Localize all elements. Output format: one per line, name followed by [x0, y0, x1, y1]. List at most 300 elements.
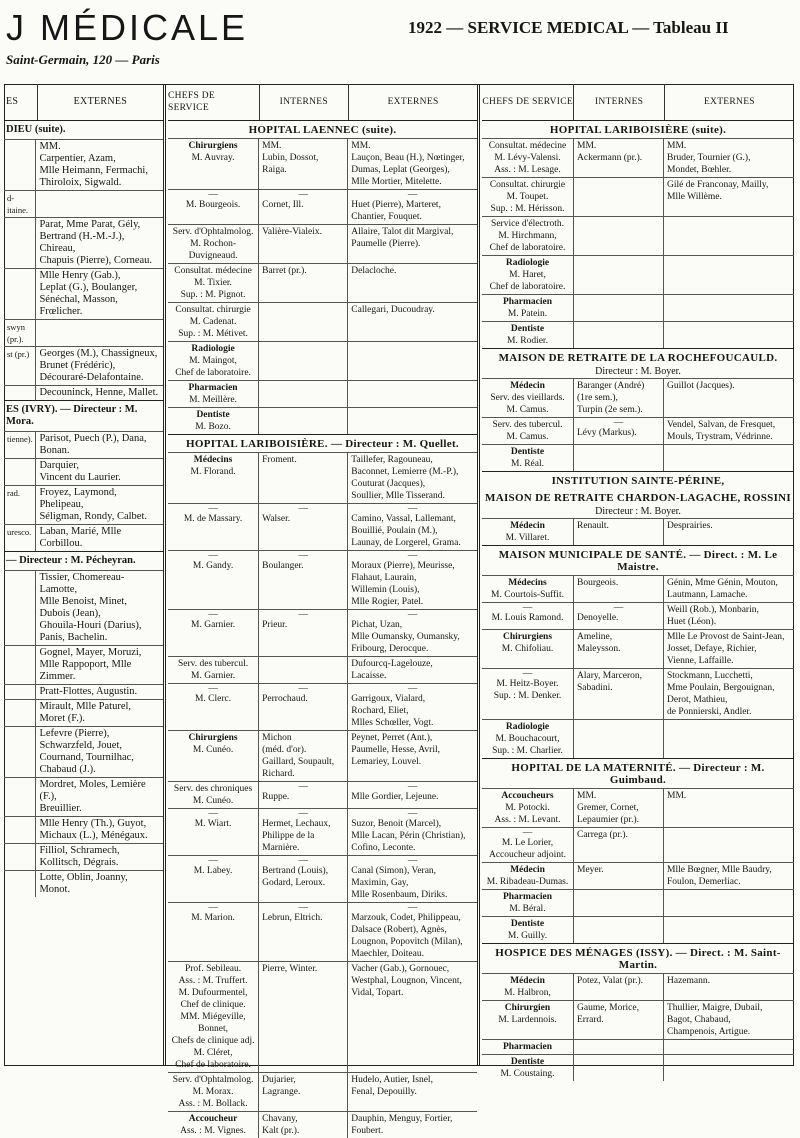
cell-line: Mondet, Bœhler.: [667, 165, 732, 175]
cell-line: Callegari, Ducoudray.: [351, 305, 435, 315]
interne-cell: [259, 190, 348, 224]
externe-cell: [348, 408, 477, 434]
cell-line: M. Rochon-: [190, 239, 237, 249]
cell-line: Ass. : M. Vignes.: [180, 1126, 246, 1136]
cell-line: Duvigneaud.: [188, 251, 238, 261]
cell-line: M. Hirchmann,: [498, 231, 557, 241]
cell-line: Laban, Marié, Mlle Corbillou.: [39, 526, 122, 549]
cell-line: M. Bozo.: [195, 422, 231, 432]
left-cell: [4, 386, 35, 400]
chef-cell: [482, 445, 574, 471]
cell-line: Consultat. chirurgie: [175, 305, 251, 315]
cell-line: Canal (Simon), Veran,: [351, 866, 437, 876]
table-row: [482, 444, 794, 471]
cell-line: Prieur.: [262, 620, 288, 630]
cell-line: Potez, Valat (pr.).: [577, 976, 644, 986]
cell-line: Lagrange.: [262, 1087, 301, 1097]
cell-line: Mme Poulain, Bergouignan,: [667, 683, 775, 693]
dash-line: —: [208, 903, 218, 913]
cell-line: Mlle Rosenbaum, Diriks.: [351, 890, 448, 900]
cell-line: Radiologie: [505, 258, 550, 268]
table-row: [4, 816, 163, 843]
dash-line: —: [522, 669, 533, 679]
cell-line: Médecin: [510, 976, 545, 986]
externe-cell: [664, 974, 794, 1000]
interne-cell: [574, 139, 664, 177]
column-header: [482, 84, 794, 121]
interne-cell: [574, 256, 664, 294]
cell-line: Pharmacien: [502, 297, 553, 307]
cell-line: Baconnet, Lemierre (M.-P.),: [351, 467, 459, 477]
cell-line: Sup. : M. Pignot.: [180, 290, 246, 300]
cell-line: Denoyelle.: [577, 613, 619, 623]
left-cell: [4, 218, 35, 268]
cell-line: M. Gandy.: [192, 561, 234, 571]
cell-line: Foubert.: [351, 1126, 384, 1136]
dash-line: —: [208, 856, 218, 866]
cell-line: Michaux (L.), Ménégaux.: [39, 830, 148, 841]
cell-line: Consultat. médecine: [488, 141, 567, 151]
cell-line: Willemin (Louis),: [351, 585, 420, 595]
table-row: [168, 683, 477, 730]
cell-line: Gaillard, Soupault,: [262, 757, 335, 767]
cell-line: M. Tixier.: [194, 278, 232, 288]
interne-cell: [574, 789, 664, 827]
chef-cell: [482, 519, 574, 545]
interne-cell: [574, 379, 664, 417]
cell-line: Kollitsch, Dégrais.: [39, 857, 119, 868]
cell-line: Thiroloix, Sigwald.: [39, 177, 122, 188]
cell-line: Barret (pr.).: [262, 266, 307, 276]
table-row: [168, 341, 477, 380]
table-row: [482, 668, 794, 719]
cell-line: M. Cunéo.: [192, 796, 234, 806]
cell-line: Leplat (G.), Boulanger,: [39, 282, 138, 293]
cell-line: Taillefer, Ragouneau,: [351, 455, 433, 465]
cell-line: Serv. des tubercul.: [492, 420, 563, 430]
cell-line: itaine.: [7, 205, 29, 215]
interne-cell: [574, 890, 664, 916]
externe-cell: [348, 1112, 477, 1138]
cell-line: Sup. : M. Charlier.: [492, 746, 563, 756]
chef-cell: [482, 603, 574, 629]
cell-line: Boulanger.: [262, 561, 304, 571]
cell-line: Vincent du Laurier.: [39, 472, 121, 483]
chef-cell: [168, 408, 259, 434]
cell-line: M. Camus.: [506, 432, 549, 442]
cell-line: Kalt (pr.).: [262, 1126, 300, 1136]
left-cell: [4, 685, 35, 699]
chef-cell: [482, 974, 574, 1000]
externe-cell: [348, 303, 477, 341]
cell-line: Ass. : M. Bollack.: [178, 1099, 248, 1109]
cell-line: (méd. d'or).: [262, 745, 307, 755]
table-row: [4, 684, 163, 699]
table-row: [482, 417, 794, 444]
table-row: [482, 973, 794, 1000]
externe-cell: [35, 191, 163, 217]
chef-cell: [168, 303, 259, 341]
externe-cell: [348, 342, 477, 380]
cell-line: Moraux (Pierre), Meurisse,: [351, 561, 455, 571]
cell-line: M. Labey.: [193, 866, 233, 876]
cell-line: Ruppe.: [262, 792, 290, 802]
header-es: ES: [4, 84, 38, 120]
table-row: [4, 726, 163, 777]
table-row: [4, 570, 163, 645]
chef-cell: [482, 630, 574, 668]
cell-line: Peynet, Perret (Ant.),: [351, 733, 433, 743]
cell-line: Paumelle (Pierre).: [351, 239, 421, 249]
cell-line: Baranger (André): [577, 381, 645, 391]
cell-line: Dentiste: [510, 1057, 545, 1067]
cell-line: M. Courtois-Suffit.: [491, 590, 564, 600]
chef-cell: [168, 962, 259, 1072]
table-row: [4, 870, 163, 897]
cell-line: Marnière.: [262, 843, 300, 853]
cell-line: Ass. : M. Levant.: [494, 815, 561, 825]
cell-line: Launay, de Lorgerel, Grama.: [351, 538, 461, 548]
chef-cell: [168, 809, 259, 855]
externe-cell: [664, 322, 794, 348]
cell-line: Pichat, Uzan,: [351, 620, 403, 630]
column-2-body: [168, 121, 477, 1138]
cell-line: Maximin, Gay,: [351, 878, 409, 888]
externe-cell: [664, 295, 794, 321]
cell-line: Bonnet,: [198, 1024, 228, 1034]
table-row: [168, 808, 477, 855]
table-row: [4, 699, 163, 726]
table-row: [482, 177, 794, 216]
interne-cell: [259, 225, 348, 263]
externe-cell: [35, 459, 163, 485]
chef-cell: [482, 295, 574, 321]
cell-line: Sup. : M. Hérisson.: [490, 204, 565, 214]
cell-line: Chefs de clinique adj.: [171, 1036, 255, 1046]
cell-line: Tissier, Chomereau-Lamotte,: [39, 572, 125, 595]
cell-line: Parisot, Puech (P.), Dana,: [39, 433, 147, 444]
externe-cell: [664, 1001, 794, 1039]
interne-cell: [259, 504, 348, 550]
left-cell: [4, 778, 35, 816]
table-row: [168, 189, 477, 224]
cell-line: MM.: [667, 791, 687, 801]
table-row: [4, 777, 163, 816]
cell-line: Dauphin, Menguy, Fortier,: [351, 1114, 453, 1124]
cell-line: (1re sem.),: [577, 393, 618, 403]
externe-cell: [35, 269, 163, 319]
cell-line: Lauçon, Beau (H.), Nœtinger,: [351, 153, 465, 163]
interne-cell: [574, 576, 664, 602]
cell-line: Accoucheur adjoint.: [488, 850, 567, 860]
dash-line: —: [298, 190, 308, 200]
cell-line: Chef de clinique.: [180, 1000, 246, 1010]
externe-cell: [348, 782, 477, 808]
cell-line: Dujarier,: [262, 1075, 296, 1085]
column-header: [168, 84, 477, 121]
cell-line: Gognel, Mayer, Moruzi,: [39, 647, 142, 658]
cell-line: M. Chifoliau.: [501, 644, 554, 654]
externe-cell: [35, 432, 163, 458]
section-director: Directeur : M. Boyer.: [595, 366, 681, 377]
chef-cell: [482, 379, 574, 417]
cell-line: Pierre, Winter.: [262, 964, 318, 974]
table-row: [4, 268, 163, 319]
chef-cell: [168, 1112, 259, 1138]
cell-line: M. Dufourmentel,: [178, 988, 248, 998]
cell-line: MM.: [667, 141, 687, 151]
chef-cell: [482, 669, 574, 719]
cell-line: Gilé de Franconay, Mailly,: [667, 180, 769, 190]
left-cell: [4, 525, 35, 551]
section-director: Directeur : M. Boyer.: [595, 506, 681, 517]
interne-cell: [259, 962, 348, 1072]
cell-line: Bouillié, Poulain (M.),: [351, 526, 438, 536]
cell-line: Bonan.: [39, 445, 70, 456]
cell-line: Vienne, Laffaille.: [667, 656, 734, 666]
header-chefs: CHEFS DE SERVICE: [168, 84, 260, 120]
externe-cell: [664, 445, 794, 471]
chef-cell: [168, 342, 259, 380]
cell-line: MM.: [39, 141, 61, 152]
cell-line: Mlle Le Provost de Saint-Jean,: [667, 632, 785, 642]
table-row: [168, 452, 477, 503]
cell-line: Meyer.: [577, 865, 604, 875]
cell-line: Prof. Sebileau.: [184, 964, 242, 974]
cell-line: Chef de laboratoire.: [175, 1060, 251, 1070]
section-title: HOPITAL DE LA MATERNITÉ. — Directeur : M. Guimbaud.: [482, 758, 794, 788]
cell-line: Valière-Vialeix.: [262, 227, 322, 237]
cell-line: Chirurgiens: [188, 733, 238, 743]
dash-line: —: [407, 809, 418, 819]
externe-cell: [348, 731, 477, 781]
interne-cell: [574, 669, 664, 719]
externe-cell: [35, 817, 163, 843]
cell-line: Serv. des chroniques: [173, 784, 253, 794]
cell-line: Ackermann (pr.).: [577, 153, 643, 163]
header-internes: INTERNES: [260, 84, 350, 120]
table-row: [482, 1054, 794, 1081]
table-row: [4, 524, 163, 551]
cell-line: Georges (M.), Chassigneux,: [39, 348, 158, 359]
externe-cell: [348, 903, 477, 961]
externe-cell: [664, 1040, 794, 1054]
chef-cell: [482, 1055, 574, 1081]
cell-line: M. Le Lorier,: [501, 838, 554, 848]
table-row: [4, 645, 163, 684]
cell-line: M. Ribadeau-Dumas.: [486, 877, 569, 887]
externe-cell: [348, 453, 477, 503]
cell-line: Mlle Oumansky, Oumansky,: [351, 632, 460, 642]
externe-cell: [664, 256, 794, 294]
cell-line: Mlle Mortier, Mitelette.: [351, 177, 442, 187]
cell-line: Errard.: [577, 1015, 604, 1025]
cell-line: Brunet (Frédéric),: [39, 360, 116, 371]
externe-cell: [35, 140, 163, 190]
table-row: [168, 730, 477, 781]
dash-line: —: [522, 828, 533, 838]
externe-cell: [664, 789, 794, 827]
cell-line: Guillot (Jacques).: [667, 381, 735, 391]
cell-line: Gremer, Cornet,: [577, 803, 639, 813]
dash-line: —: [298, 610, 308, 620]
cell-line: M. Louis Ramond.: [491, 613, 564, 623]
cell-line: Cofino, Leconte.: [351, 843, 416, 853]
cell-line: Vacher (Gab.), Gornouec,: [351, 964, 450, 974]
cell-line: Walser.: [262, 514, 291, 524]
dash-line: —: [208, 610, 218, 620]
externe-cell: [664, 379, 794, 417]
interne-cell: [259, 1112, 348, 1138]
table-row: [4, 346, 163, 385]
table-row: [168, 138, 477, 189]
cell-line: Mlle Willème.: [667, 192, 722, 202]
dash-line: —: [208, 551, 218, 561]
externe-cell: [348, 684, 477, 730]
cell-line: Mlle Henry (Gab.),: [39, 270, 121, 281]
cell-line: Service d'électroth.: [491, 219, 564, 229]
cell-line: M. Garnier.: [191, 620, 236, 630]
cell-line: Huet (Léon).: [667, 617, 717, 627]
externe-cell: [35, 571, 163, 645]
cell-line: Foulon, Demerliac.: [667, 877, 741, 887]
dash-line: —: [407, 504, 418, 514]
cell-line: M. Marion.: [191, 913, 235, 923]
cell-line: Mouls, Trystram, Védrinne.: [667, 432, 773, 442]
cell-line: Vendel, Salvan, de Fresquet,: [667, 420, 776, 430]
chef-cell: [482, 720, 574, 758]
section-title: INSTITUTION SAINTE-PÉRINE,: [482, 471, 794, 489]
externe-cell: [348, 381, 477, 407]
externe-cell: [664, 917, 794, 943]
cell-line: MM.: [351, 141, 371, 151]
section-title: MAISON DE RETRAITE DE LA ROCHEFOUCAULD.: [482, 348, 794, 366]
cell-line: Desprairies.: [667, 521, 713, 531]
interne-cell: [259, 139, 348, 189]
cell-line: Sabadini.: [577, 683, 613, 693]
externe-cell: [664, 139, 794, 177]
chef-cell: [168, 453, 259, 503]
cell-line: Séligman, Rondy, Calbet.: [39, 511, 147, 522]
dash-line: —: [613, 418, 624, 428]
chef-cell: [482, 178, 574, 216]
cell-line: Chef de laboratoire.: [175, 368, 251, 378]
cell-line: M. Lévy-Valensi.: [494, 153, 561, 163]
table-row: [4, 385, 163, 400]
cell-line: Mlle Lacan, Périn (Christian),: [351, 831, 466, 841]
interne-cell: [574, 974, 664, 1000]
cell-line: Mlle Benoist, Minet,: [39, 596, 127, 607]
left-cell: [4, 432, 35, 458]
cell-line: Gaume, Morice,: [577, 1003, 639, 1013]
dash-line: —: [298, 903, 308, 913]
externe-cell: [664, 576, 794, 602]
cell-line: Dentiste: [196, 410, 230, 420]
cell-line: de Ponnierski, Andler.: [667, 707, 752, 717]
interne-cell: [259, 381, 348, 407]
externe-cell: [664, 890, 794, 916]
cell-line: M. Guilly.: [507, 931, 548, 941]
cell-line: M. de Massary.: [183, 514, 243, 524]
interne-cell: [259, 408, 348, 434]
section-title: MAISON MUNICIPALE DE SANTÉ. — Direct. : M. Le Maistre.: [482, 545, 794, 575]
left-cell: [4, 320, 35, 346]
cell-line: Découraré-Delafontaine.: [39, 372, 144, 383]
interne-cell: [259, 657, 348, 683]
interne-cell: [259, 453, 348, 503]
table-row: [482, 1039, 794, 1054]
table-row: [168, 1111, 477, 1138]
interne-cell: [574, 217, 664, 255]
table-row: [482, 575, 794, 602]
table-row: [482, 827, 794, 862]
chef-cell: [168, 264, 259, 302]
left-cell: [4, 269, 35, 319]
cell-line: M. Maingot,: [189, 356, 237, 366]
chef-cell: [168, 657, 259, 683]
cell-line: Hudelo, Autier, Isnel,: [351, 1075, 433, 1085]
interne-cell: [574, 1001, 664, 1039]
column-header: [4, 84, 163, 121]
chef-cell: [482, 418, 574, 444]
cell-line: Garrigoux, Vialard,: [351, 694, 426, 704]
cell-line: rad.: [7, 488, 20, 498]
table-row: [4, 843, 163, 870]
cell-line: Chapuis (Pierre), Corneau.: [39, 255, 153, 266]
chef-cell: [168, 903, 259, 961]
cell-line: Chantier, Fouquet.: [351, 212, 422, 222]
chef-cell: [168, 551, 259, 609]
cell-line: Paumelle, Hesse, Avril,: [351, 745, 441, 755]
cell-line: Perrochaud.: [262, 694, 308, 704]
cell-line: Dentiste: [510, 324, 545, 334]
externe-cell: [664, 1055, 794, 1081]
externe-cell: [664, 519, 794, 545]
externe-cell: [35, 778, 163, 816]
interne-cell: [259, 551, 348, 609]
cell-line: Cornet, Ill.: [262, 200, 304, 210]
dash-line: —: [208, 504, 218, 514]
dash-line: —: [407, 610, 418, 620]
cell-line: Bruder, Tournier (G.),: [667, 153, 751, 163]
chef-cell: [168, 731, 259, 781]
cell-line: Flahaut, Laurain,: [351, 573, 417, 583]
externe-cell: [348, 962, 477, 1072]
left-cell: [4, 571, 35, 645]
cell-line: M. Cadenat.: [189, 317, 237, 327]
cell-line: Pharmacien: [502, 1042, 553, 1052]
section-title: — Directeur : M. Pécheyran.: [4, 551, 163, 570]
dash-line: —: [407, 551, 418, 561]
cell-line: Dentiste: [510, 919, 545, 929]
chef-cell: [482, 139, 574, 177]
cell-line: Westphal, Lougnon, Vincent,: [351, 976, 462, 986]
cell-line: Froment.: [262, 455, 297, 465]
externe-cell: [35, 525, 163, 551]
cell-line: Consultat. chirurgie: [489, 180, 566, 190]
interne-cell: [574, 828, 664, 862]
externe-cell: [348, 139, 477, 189]
externe-cell: [664, 178, 794, 216]
interne-cell: [574, 295, 664, 321]
externe-cell: [348, 856, 477, 902]
cell-line: Mlle Gordier, Lejeune.: [351, 792, 439, 802]
table-row: [4, 485, 163, 524]
table-row: [482, 255, 794, 294]
cell-line: M. Cunéo.: [192, 745, 234, 755]
externe-cell: [348, 809, 477, 855]
cell-line: Serv. d'Ophtalmolog.: [172, 1075, 254, 1085]
